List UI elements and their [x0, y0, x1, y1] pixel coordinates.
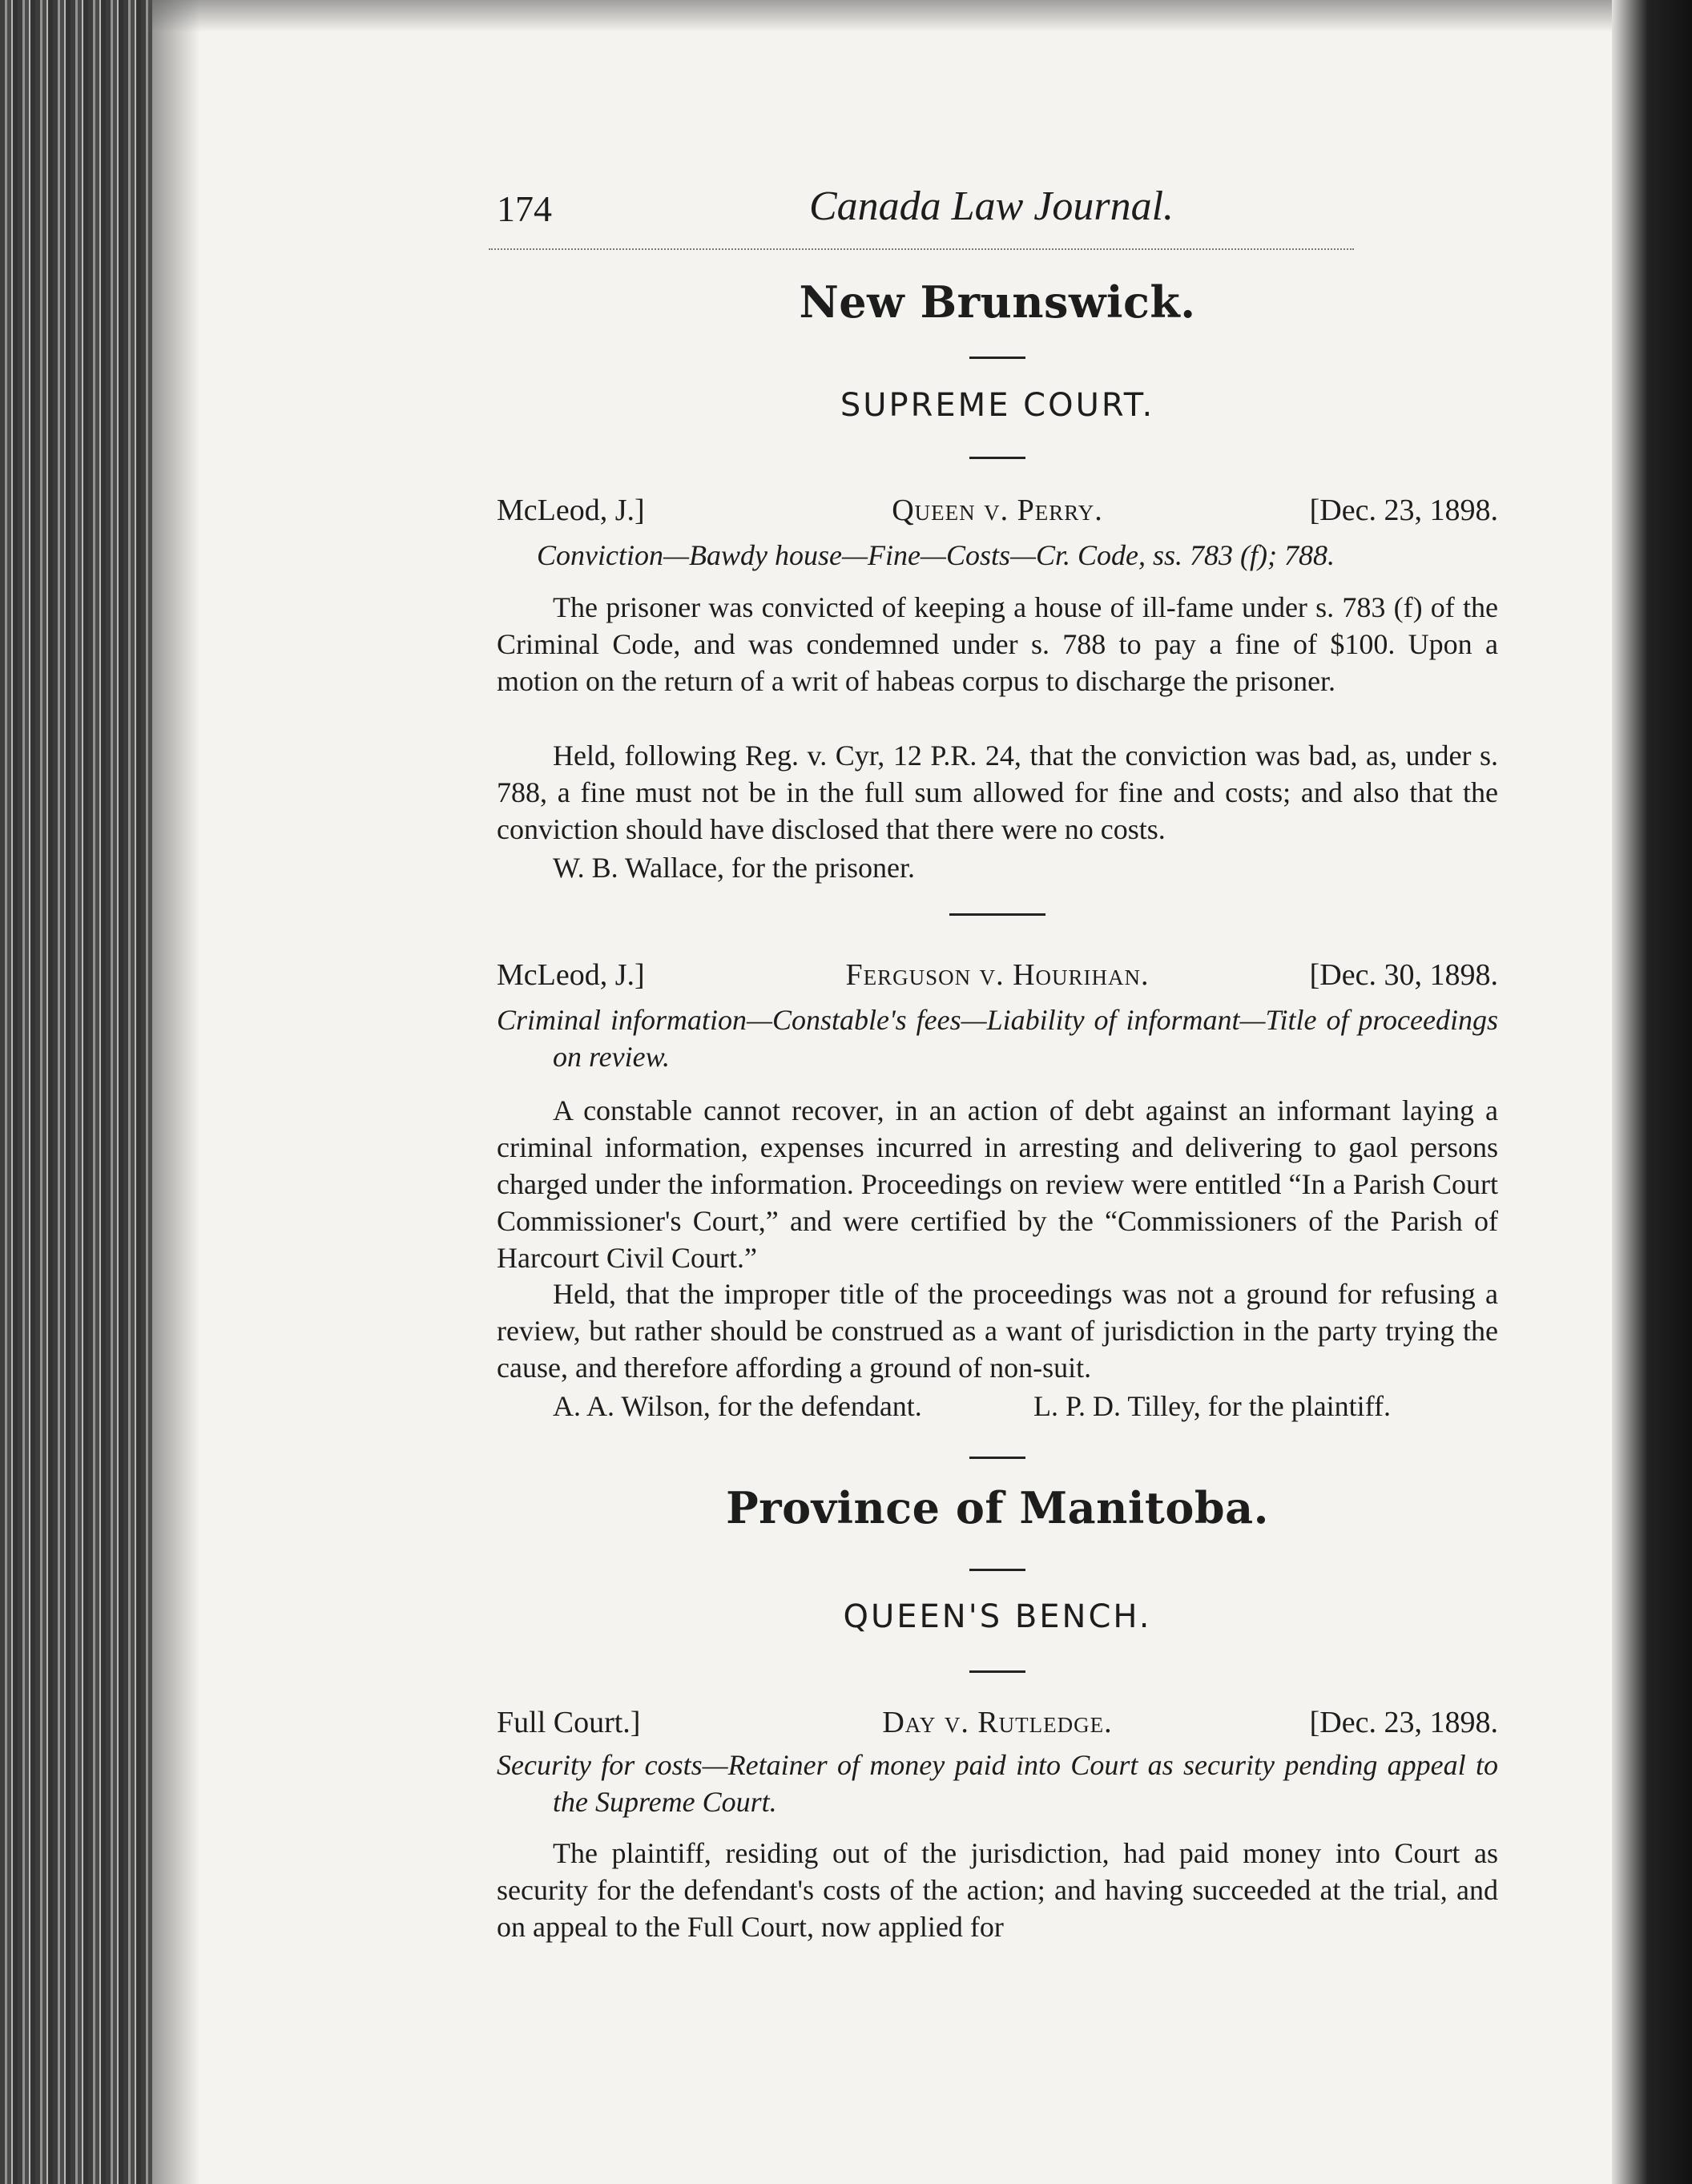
court-title-queens-bench: QUEEN'S BENCH.	[843, 1598, 1152, 1635]
case-name: Ferguson v. Hourihan.	[845, 958, 1150, 992]
province-title-new-brunswick: New Brunswick.	[799, 276, 1196, 328]
case-date: [Dec. 23, 1898.	[1309, 1706, 1498, 1739]
case-date: [Dec. 23, 1898.	[1309, 494, 1498, 527]
case-counsel: W. B. Wallace, for the prisoner.	[553, 852, 915, 884]
scan-binding-shadow	[0, 0, 152, 2184]
case-name: Day v. Rutledge.	[882, 1706, 1113, 1739]
case-header	[497, 1705, 1498, 1745]
section-rule	[969, 357, 1025, 359]
case-header	[497, 957, 1498, 997]
counsel-plaintiff: L. P. D. Tilley, for the plaintiff.	[1033, 1390, 1392, 1422]
court-title-supreme-court: SUPREME COURT.	[840, 387, 1155, 424]
section-rule	[969, 1569, 1025, 1571]
case-divider-rule	[949, 913, 1045, 916]
counsel-defendant: A. A. Wilson, for the defendant.	[553, 1390, 922, 1422]
case-paragraph: The prisoner was convicted of keeping a house of ill-fame under s. 783 (f) of the Criminal Code, and was condemned under s. 788 to pay a fine of $100. Upon a motion on the return of a writ of habeas corpus to discharge the prisoner.	[497, 591, 1498, 697]
scan-right-edge	[1612, 0, 1692, 2184]
section-rule	[969, 1457, 1025, 1459]
province-title-manitoba: Province of Manitoba.	[726, 1482, 1269, 1533]
running-head-rule	[489, 248, 1354, 250]
case-holding: Held, that the improper title of the proceedings was not a ground for refusing a review, but rather should be construed as a want of jurisdiction in the party trying the cause, and therefore affording a ground of non-suit.	[497, 1278, 1498, 1384]
journal-title: Canada Law Journal.	[809, 183, 1174, 229]
case-date: [Dec. 30, 1898.	[1309, 958, 1498, 992]
case-headnote: Criminal information—Constable's fees—Liability of informant—Title of proceedings on review.	[497, 1004, 1498, 1073]
case-headnote: Conviction—Bawdy house—Fine—Costs—Cr. Code, ss. 783 (f); 788.	[537, 539, 1335, 571]
case-judge: Full Court.]	[497, 1706, 641, 1739]
case-paragraph: A constable cannot recover, in an action of debt against an informant laying a criminal information, expenses incurred in arresting and delivering to gaol persons charged under the information. Proceedings on review were entitled “In a Parish Court Commissioner's Court,” and were certified by the “Commissioners of the Parish of Harcourt Civil Court.”	[497, 1094, 1498, 1274]
case-judge: McLeod, J.]	[497, 958, 645, 992]
case-header	[497, 493, 1498, 533]
journal-page	[497, 0, 1498, 2184]
case-name: Queen v. Perry.	[892, 494, 1103, 527]
page-number: 174	[497, 188, 552, 229]
case-headnote: Security for costs—Retainer of money paid into Court as security pending appeal to the Supreme Court.	[497, 1749, 1498, 1818]
case-judge: McLeod, J.]	[497, 494, 645, 527]
case-paragraph: The plaintiff, residing out of the jurisdiction, had paid money into Court as security for the defendant's costs of the action; and having succeeded at the trial, and on appeal to the Full Court, now applied for	[497, 1837, 1498, 1943]
case-holding: Held, following Reg. v. Cyr, 12 P.R. 24, that the conviction was bad, as, under s. 788, a fine must not be in the full sum allowed for fine and costs; and also that the conviction should have disclosed that there were no costs.	[497, 739, 1498, 845]
section-rule	[969, 1670, 1025, 1673]
section-rule	[969, 457, 1025, 459]
